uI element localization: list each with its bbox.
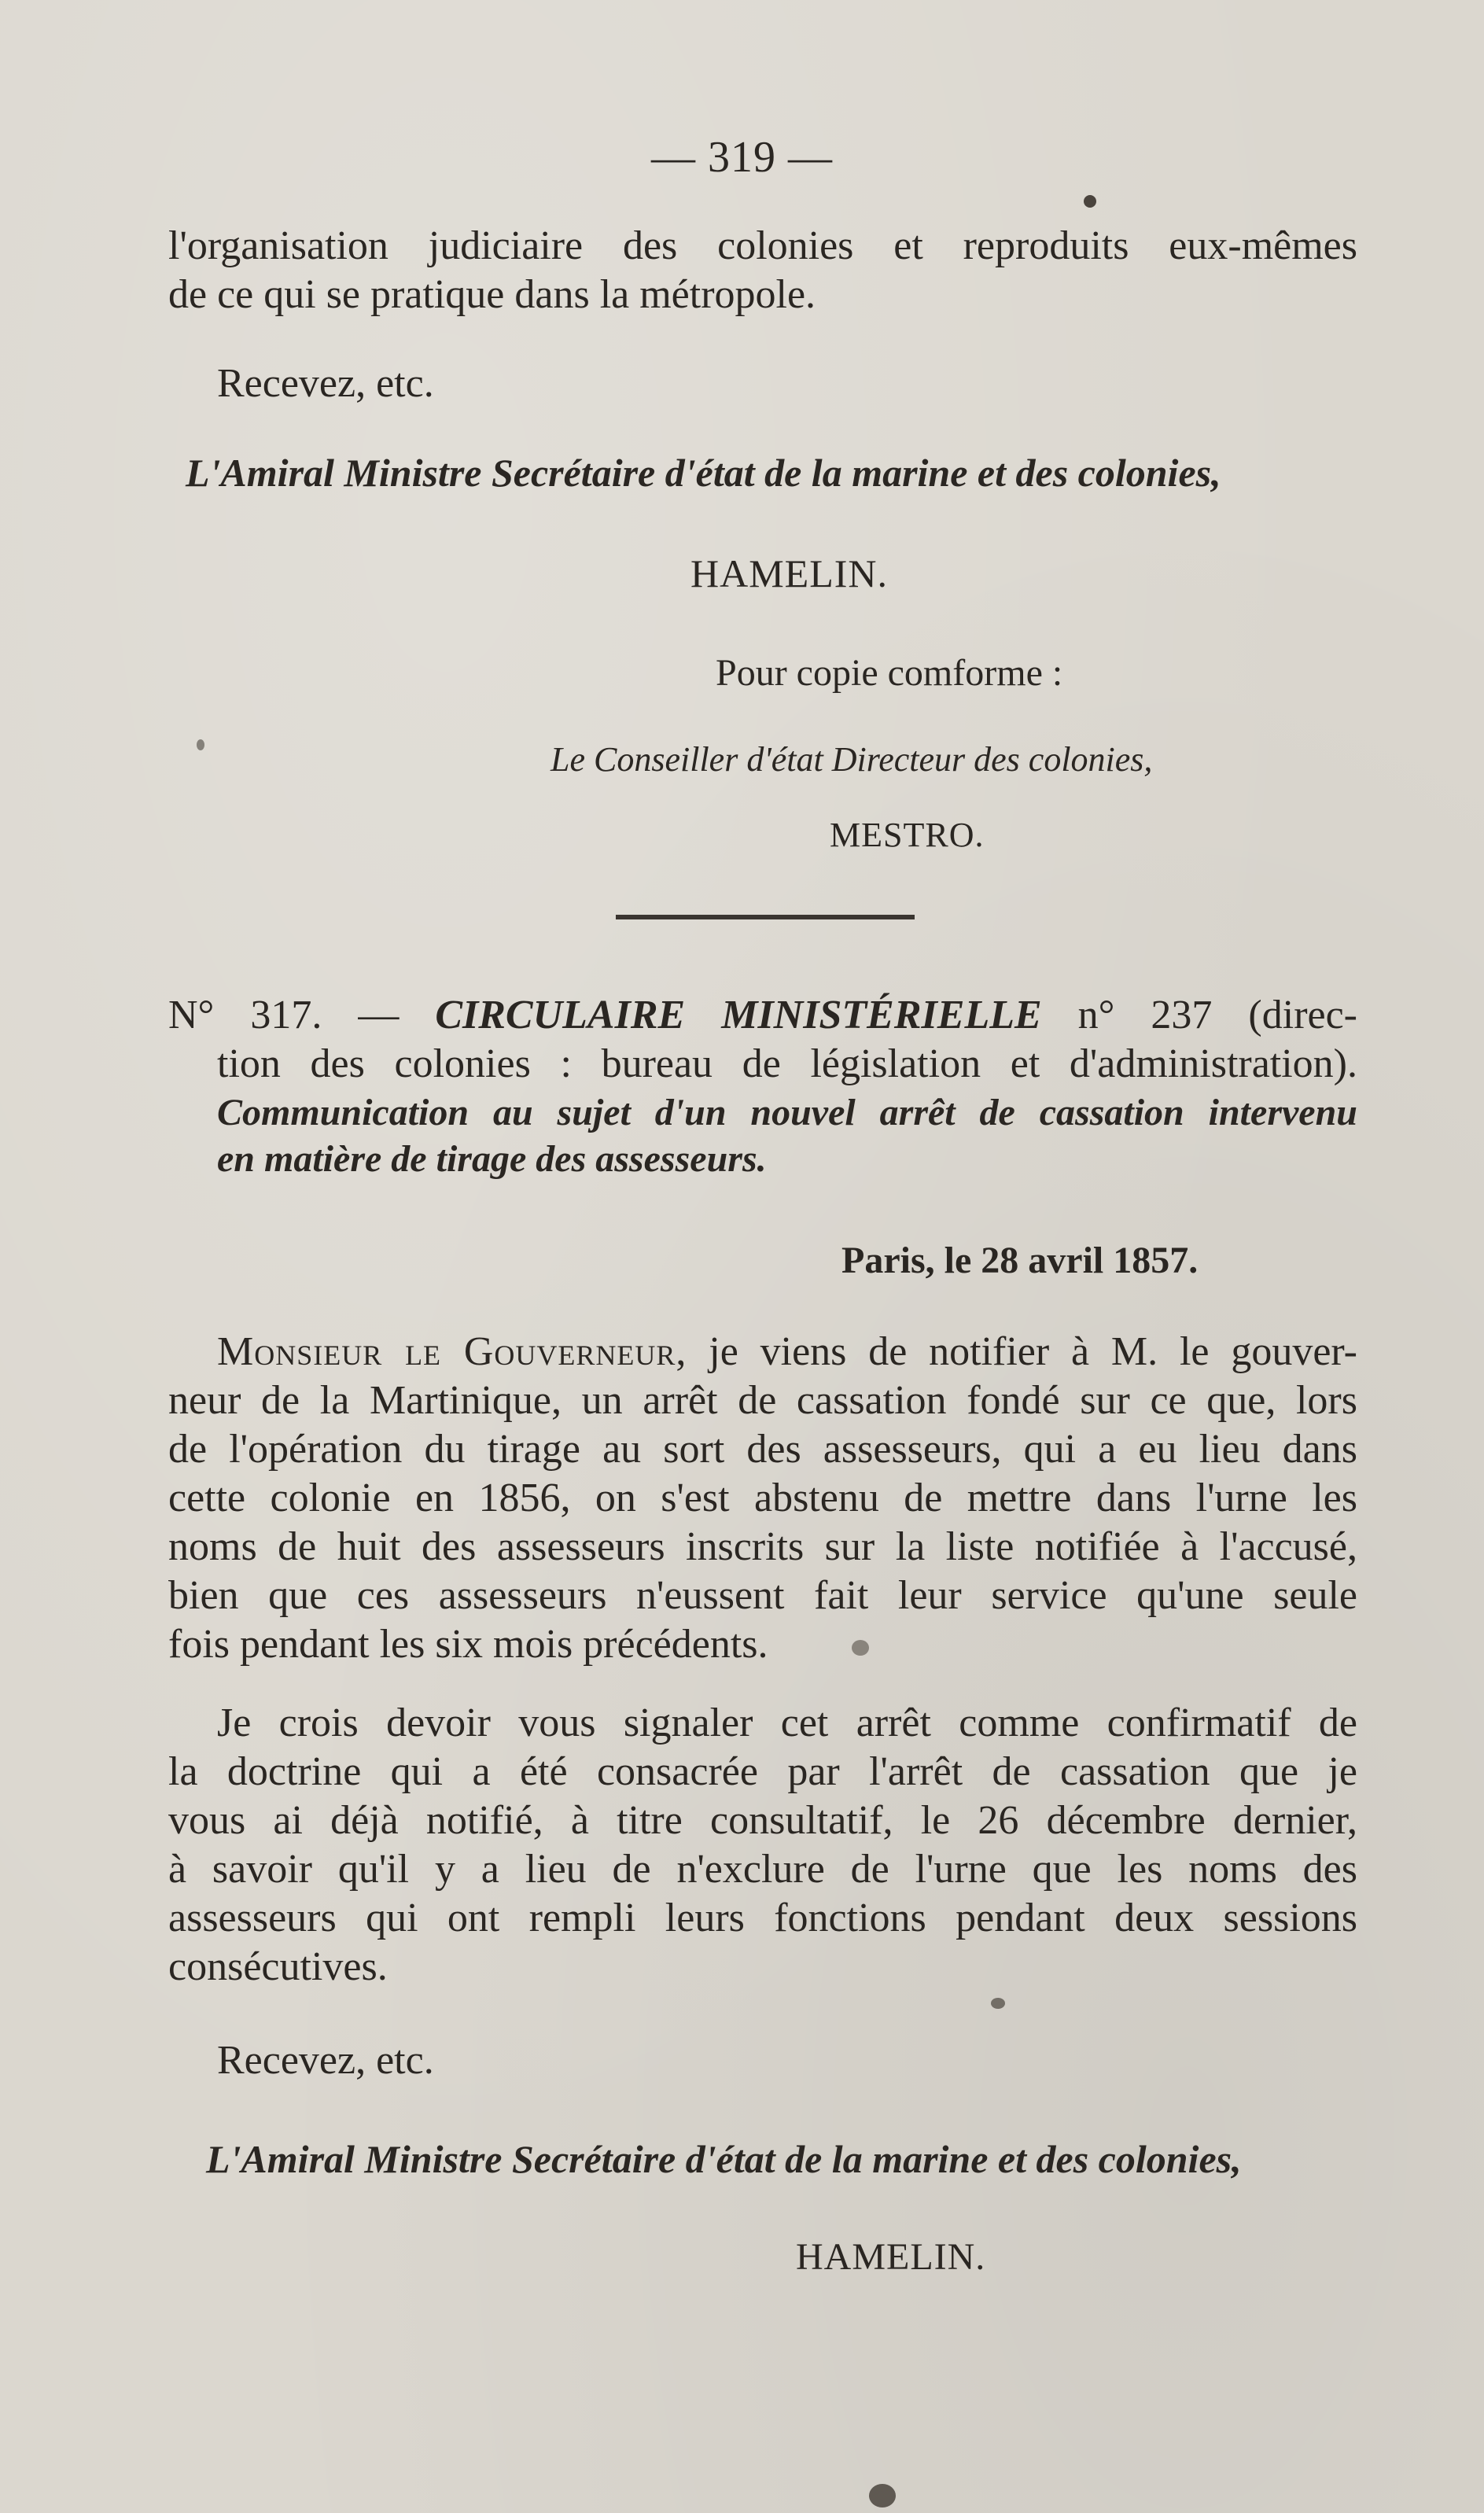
paragraph1-line-3: de l'opération du tirage au sort des assesseurs, qui a eu lieu dans [168,1427,1357,1472]
copy-label: Pour copie comforme : [716,652,1063,694]
paragraph1-line-6: bien que ces assesseurs n'eussent fait leur service qu'une seule [168,1573,1357,1618]
copy-name: MESTRO. [830,816,985,854]
heading-number: N° 317. [168,993,322,1037]
closing-recevez-2: Recevez, etc. [217,2038,434,2083]
scan-speck [197,739,204,750]
paragraph1-text-1: je viens de notifier à M. le gouver- [687,1329,1357,1374]
heading-title: CIRCULAIRE MINISTÉRIELLE [435,993,1042,1037]
scan-speck [869,2484,896,2507]
intro-line-2: de ce qui se pratique dans la métropole. [168,272,816,317]
heading-line-4: en matière de tirage des assesseurs. [217,1138,767,1180]
salutation: Monsieur le Gouverneur, [217,1329,687,1374]
heading-dash: — [322,993,436,1037]
paragraph2-line-2: la doctrine qui a été consacrée par l'arrêt de cassation que je [168,1749,1357,1794]
paragraph2-line-4: à savoir qu'il y a lieu de n'exclure de l'urne que les noms des [168,1847,1357,1892]
signature-title-1: L'Amiral Ministre Secrétaire d'état de la marine et des colonies, [186,451,1221,495]
paragraph1-line-4: cette colonie en 1856, on s'est abstenu de mettre dans l'urne les [168,1476,1357,1520]
dateline: Paris, le 28 avril 1857. [841,1240,1199,1281]
signature-title-2: L'Amiral Ministre Secrétaire d'état de la marine et des colonies, [206,2137,1242,2181]
paragraph1-line-7: fois pendant les six mois précédents. [168,1622,768,1667]
paragraph2-line-1: Je crois devoir vous signaler cet arrêt comme confirmatif de [217,1701,1357,1745]
page-number: — 319 — [651,133,833,182]
heading-line-2: tion des colonies : bureau de législation et d'administration). [217,1041,1357,1086]
paragraph1-line-1 [217,1328,1357,1376]
heading-line-3: Communication au sujet d'un nouvel arrêt de cassation intervenu [217,1092,1357,1133]
section-divider [616,915,915,919]
paragraph2-line-6: consécutives. [168,1944,388,1989]
copy-title: Le Conseiller d'état Directeur des colonies, [551,740,1153,779]
scan-speck [991,1998,1005,2009]
paragraph2-line-3: vous ai déjà notifié, à titre consultatif, le 26 décembre dernier, [168,1798,1357,1843]
scan-speck [852,1640,869,1656]
closing-recevez-1: Recevez, etc. [217,361,434,406]
scan-speck [1084,195,1096,208]
paragraph1-line-2: neur de la Martinique, un arrêt de cassation fondé sur ce que, lors [168,1378,1357,1423]
paragraph2-line-5: assesseurs qui ont rempli leurs fonctions pendant deux sessions [168,1896,1357,1940]
paragraph1-line-5: noms de huit des assesseurs inscrits sur la liste notifiée à l'accusé, [168,1524,1357,1569]
signature-name-1: HAMELIN. [690,551,889,595]
signature-name-2: HAMELIN. [796,2236,986,2278]
heading-line-1 [168,991,1357,1040]
intro-line-1: l'organisation judiciaire des colonies et reproduits eux-mêmes [168,223,1357,268]
heading-rest: n° 237 (direc- [1041,993,1357,1037]
